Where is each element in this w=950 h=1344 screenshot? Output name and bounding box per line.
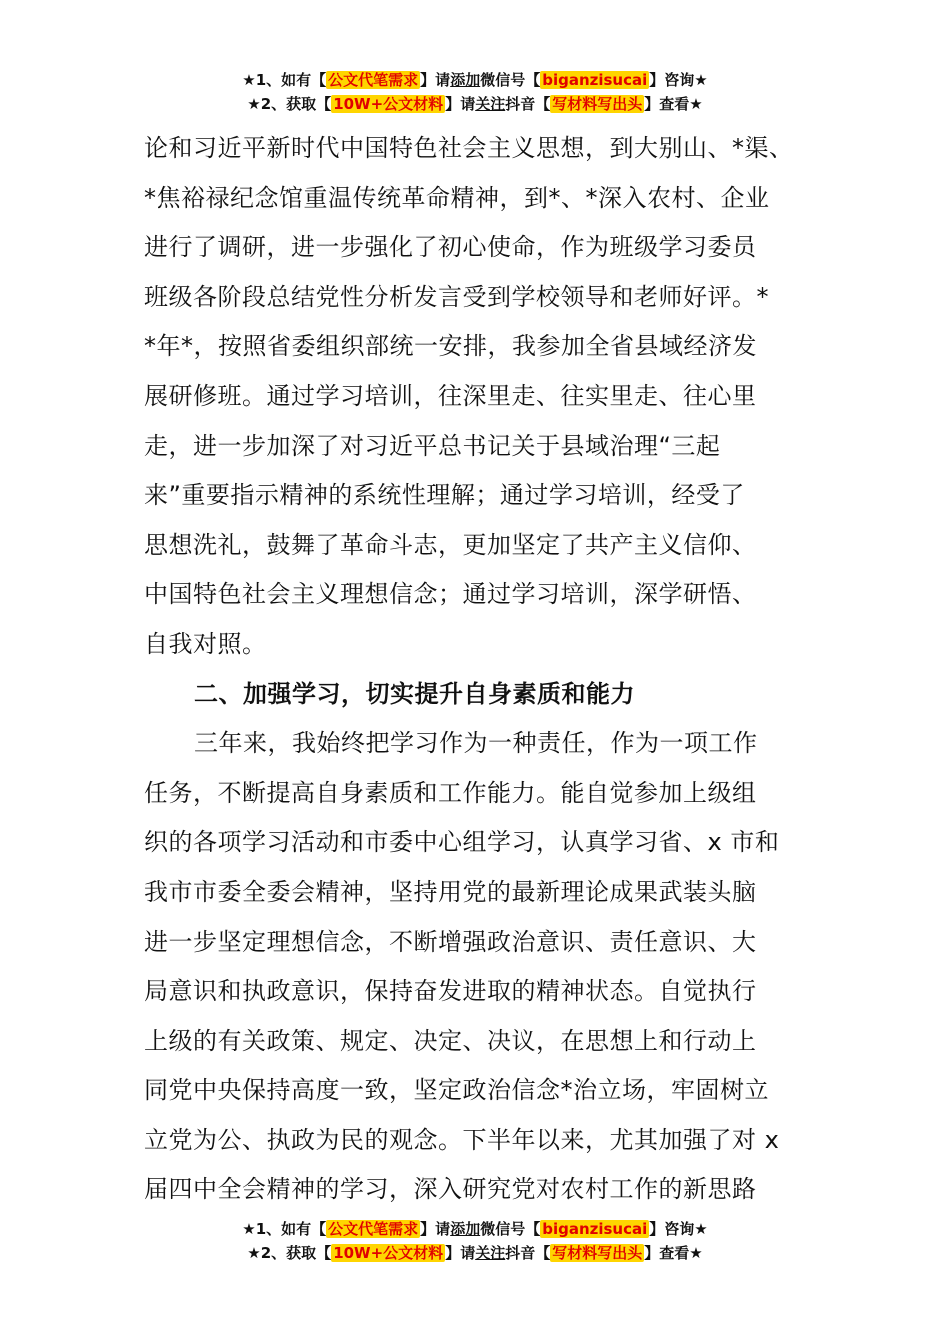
banner-text: 】咨询★ xyxy=(649,1220,708,1238)
paragraph-line: *焦裕禄纪念馆重温传统革命精神，到*、*深入农村、企业 xyxy=(144,183,770,212)
paragraph-line: *年*，按照省委组织部统一安排，我参加全省县域经济发 xyxy=(144,332,757,361)
paragraph-line: 中国特色社会主义理想信念；通过学习培训，深学研悟、 xyxy=(144,580,757,609)
banner-highlight: 公文代笔需求 xyxy=(328,1220,419,1238)
paragraph-line: 展研修班。通过学习培训，往深里走、往实里走、往心里 xyxy=(144,381,757,410)
top-banner xyxy=(0,68,950,116)
banner-text: 】请 xyxy=(420,71,451,89)
banner-text: 】请 xyxy=(445,95,476,113)
banner-line-2 xyxy=(0,1241,950,1265)
paragraph-line: 思想洗礼，鼓舞了革命斗志，更加坚定了共产主义信仰、 xyxy=(144,530,757,559)
paragraph-line: 任务，不断提高自身素质和工作能力。能自觉参加上级组 xyxy=(144,778,757,807)
banner-text: ★1、如有【 xyxy=(242,1220,327,1238)
banner-highlight: biganzisucai xyxy=(542,1220,648,1238)
banner-text: ★2、获取【 xyxy=(247,1244,332,1262)
banner-text: 】咨询★ xyxy=(649,71,708,89)
banner-underlined: 关注 xyxy=(475,1244,506,1262)
paragraph-line: 走，进一步加深了对习近平总书记关于县域治理“三起 xyxy=(144,431,721,460)
paragraph-line: 进行了调研，进一步强化了初心使命，作为班级学习委员 xyxy=(144,233,757,262)
banner-underlined: 关注 xyxy=(475,95,506,113)
paragraph-line: 自我对照。 xyxy=(144,629,267,658)
banner-highlight: 10W+公文材料 xyxy=(333,1244,444,1262)
paragraph-line: 来”重要指示精神的系统性理解；通过学习培训，经受了 xyxy=(144,481,745,510)
banner-underlined: 添加 xyxy=(450,1220,481,1238)
banner-line-1 xyxy=(0,68,950,92)
document-body xyxy=(144,124,812,1215)
paragraph-line: 织的各项学习活动和市委中心组学习，认真学习省、x 市和 xyxy=(144,828,780,857)
paragraph-line: 上级的有关政策、规定、决定、决议，在思想上和行动上 xyxy=(144,1026,757,1055)
banner-text: 】请 xyxy=(420,1220,451,1238)
paragraph-line: 论和习近平新时代中国特色社会主义思想，到大别山、*渠、 xyxy=(144,134,794,162)
paragraph-line: 立党为公、执政为民的观念。下半年以来，尤其加强了对 x xyxy=(144,1125,780,1154)
banner-text: 抖音【 xyxy=(505,95,551,113)
banner-line-1 xyxy=(0,1217,950,1241)
banner-text: 】查看★ xyxy=(644,1244,703,1262)
banner-highlight: 写材料写出头 xyxy=(552,95,643,113)
paragraph-line: 班级各阶段总结党性分析发言受到学校领导和老师好评。* xyxy=(144,282,769,311)
paragraph-line: 三年来，我始终把学习作为一种责任，作为一项工作 xyxy=(194,729,758,758)
section-heading: 二、加强学习，切实提升自身素质和能力 xyxy=(194,679,635,708)
paragraph-line: 局意识和执政意识，保持奋发进取的精神状态。自觉执行 xyxy=(144,977,757,1006)
banner-text: 微信号【 xyxy=(480,71,541,89)
paragraph-line: 届四中全会精神的学习，深入研究党对农村工作的新思路 xyxy=(144,1175,757,1204)
paragraph-line: 我市市委全委会精神，坚持用党的最新理论成果武装头脑 xyxy=(144,877,757,906)
banner-text: 微信号【 xyxy=(480,1220,541,1238)
banner-underlined: 添加 xyxy=(450,71,481,89)
banner-text: ★2、获取【 xyxy=(247,95,332,113)
paragraph-line: 同党中央保持高度一致，坚定政治信念*治立场，牢固树立 xyxy=(144,1076,769,1105)
banner-highlight: 10W+公文材料 xyxy=(333,95,444,113)
banner-line-2 xyxy=(0,92,950,116)
banner-highlight: 写材料写出头 xyxy=(552,1244,643,1262)
banner-text: 抖音【 xyxy=(505,1244,551,1262)
paragraph-line: 进一步坚定理想信念，不断增强政治意识、责任意识、大 xyxy=(144,927,757,956)
banner-text: 】查看★ xyxy=(644,95,703,113)
banner-text: 】请 xyxy=(445,1244,476,1262)
banner-text: ★1、如有【 xyxy=(242,71,327,89)
bottom-banner xyxy=(0,1217,950,1265)
banner-highlight: 公文代笔需求 xyxy=(328,71,419,89)
banner-highlight: biganzisucai xyxy=(542,71,648,89)
